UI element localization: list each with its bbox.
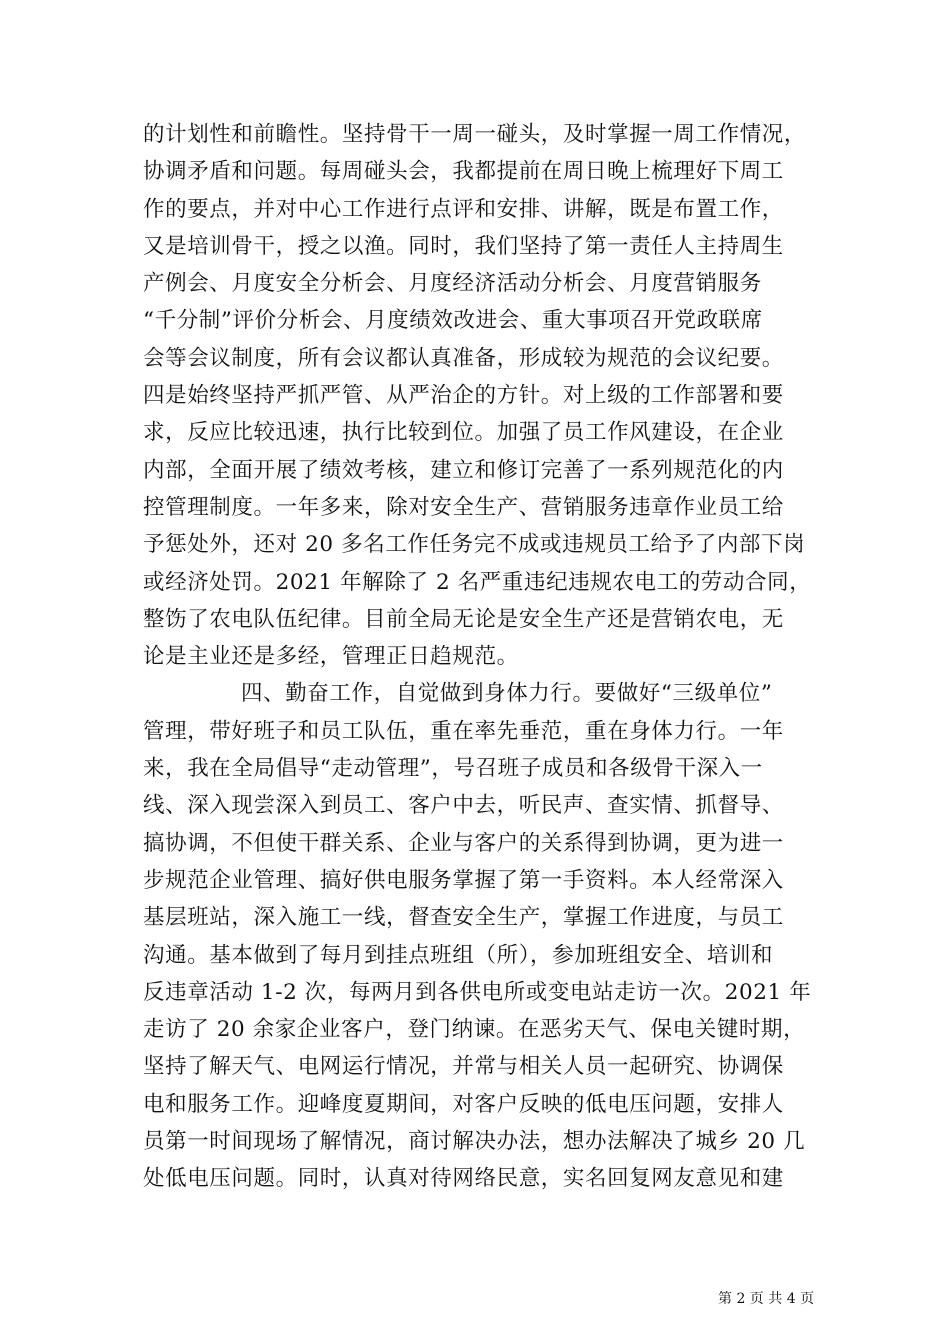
text-line: “千分制”评价分析会、月度绩效改进会、重大事项召开党政联席 <box>143 308 763 334</box>
text-line: 电和服务工作。迎峰度夏期间，对客户反映的低电压问题，安排人 <box>143 1091 784 1117</box>
text-line: 会等会议制度，所有会议都认真准备，形成较为规范的会议纪要。 <box>143 345 784 371</box>
text-line: 产例会、月度安全分析会、月度经济活动分析会、月度营销服务 <box>143 271 762 297</box>
text-line: 坚持了解天气、电网运行情况，并常与相关人员一起研究、协调保 <box>143 1054 784 1080</box>
text-line: 员第一时间现场了解情况，商讨解决办法，想办法解决了城乡 20 几 <box>143 1129 806 1155</box>
text-line: 论是主业还是多经，管理正日趋规范。 <box>143 644 519 670</box>
text-line: 作的要点，并对中心工作进行点评和安排、讲解，既是布置工作， <box>143 196 784 222</box>
text-line: 步规范企业管理、搞好供电服务掌握了第一手资料。本人经常深入 <box>143 867 784 893</box>
text-line: 来，我在全局倡导“走动管理”，号召班子成员和各级骨干深入一 <box>143 756 763 782</box>
text-line: 反违章活动 1-2 次，每两月到各供电所或变电站走访一次。2021 年 <box>143 979 812 1005</box>
text-line: 协调矛盾和问题。每周碰头会，我都提前在周日晚上梳理好下周工 <box>143 159 784 185</box>
body-text <box>143 116 813 1198</box>
text-line: 基层班站，深入施工一线，督查安全生产，掌握工作进度，与员工 <box>143 905 784 931</box>
text-line: 处低电压问题。同时，认真对待网络民意，实名回复网友意见和建 <box>143 1166 784 1192</box>
text-line: 求，反应比较迅速，执行比较到位。加强了员工作风建设，在企业 <box>143 420 784 446</box>
text-line: 线、深入现尝深入到员工、客户中去，听民声、查实情、抓督导、 <box>143 793 784 819</box>
text-line: 四是始终坚持严抓严管、从严治企的方针。对上级的工作部署和要 <box>143 383 784 409</box>
text-line: 内部，全面开展了绩效考核，建立和修订完善了一系列规范化的内 <box>143 457 784 483</box>
text-line: 整饬了农电队伍纪律。目前全局无论是安全生产还是营销农电，无 <box>143 606 784 632</box>
text-line: 搞协调，不但使干群关系、企业与客户的关系得到协调，更为进一 <box>143 830 784 856</box>
text-line: 控管理制度。一年多来，除对安全生产、营销服务违章作业员工给 <box>143 494 784 520</box>
page-footer: 第 2 页 共 4 页 <box>718 1291 815 1307</box>
text-line: 或经济处罚。2021 年解除了 2 名严重违纪违规农电工的劳动合同， <box>143 569 812 595</box>
text-line: 予惩处外，还对 20 多名工作任务完不成或违规员工给予了内部下岗 <box>143 532 806 558</box>
text-line: 又是培训骨干，授之以渔。同时，我们坚持了第一责任人主持周生 <box>143 233 784 259</box>
text-line: 走访了 20 余家企业客户，登门纳谏。在恶劣天气、保电关键时期， <box>143 1017 806 1043</box>
text-line: 沟通。基本做到了每月到挂点班组（所），参加班组安全、培训和 <box>143 942 774 968</box>
section-heading-line: 四、勤奋工作，自觉做到身体力行。要做好“三级单位” <box>241 681 773 707</box>
text-line: 管理，带好班子和员工队伍，重在率先垂范，重在身体力行。一年 <box>143 718 784 744</box>
text-line: 的计划性和前瞻性。坚持骨干一周一碰头，及时掌握一周工作情况， <box>143 122 807 147</box>
